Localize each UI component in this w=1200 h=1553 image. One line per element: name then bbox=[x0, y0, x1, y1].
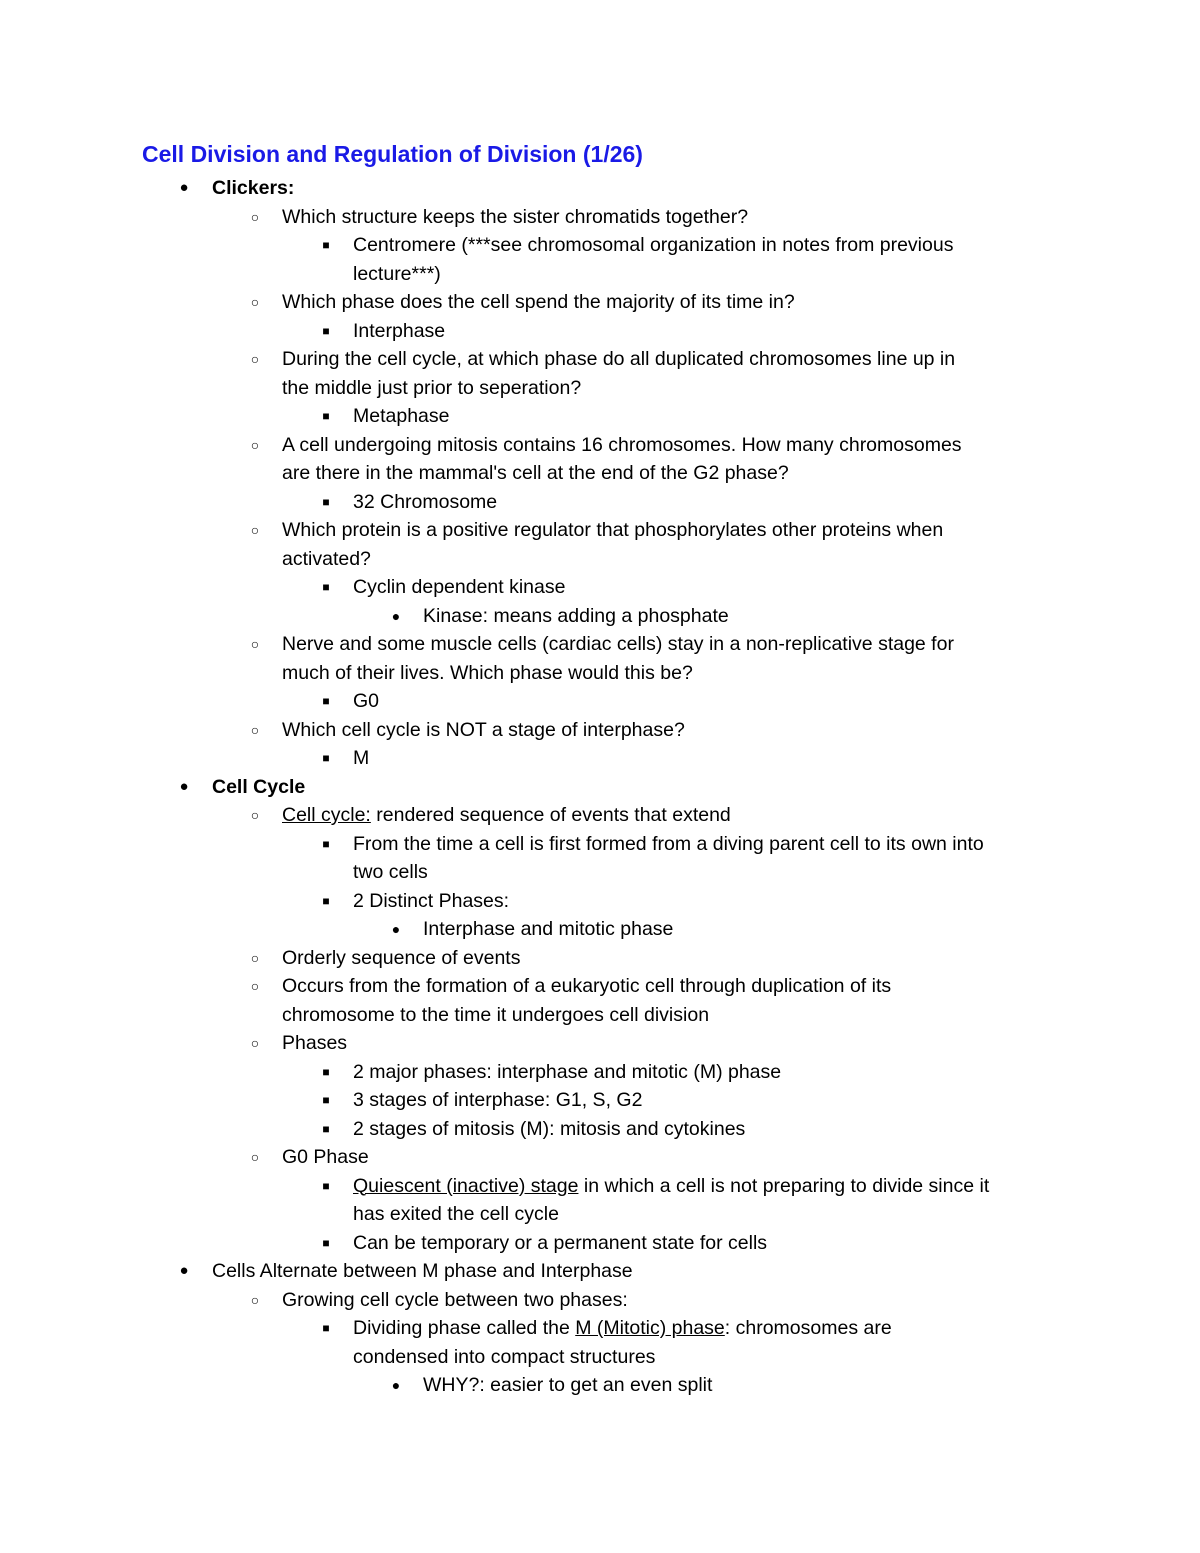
item-text: chromosome to the time it undergoes cell division bbox=[282, 1003, 710, 1026]
item-text-line bbox=[0, 659, 1200, 688]
item-text-line bbox=[0, 345, 1200, 374]
bullet-marker: ■ bbox=[322, 1093, 330, 1107]
item-text-line bbox=[0, 972, 1200, 1001]
item-text-line bbox=[0, 545, 1200, 574]
item-text: 3 stages of interphase: G1, S, G2 bbox=[353, 1089, 643, 1111]
item-text-line bbox=[0, 915, 1200, 944]
bullet-marker: ■ bbox=[322, 1321, 330, 1335]
item-text-line bbox=[0, 231, 1200, 260]
outline-item bbox=[0, 488, 1200, 517]
outline-item bbox=[0, 1371, 1200, 1400]
item-text-line bbox=[0, 374, 1200, 403]
item-text-line bbox=[0, 1115, 1200, 1144]
bullet-marker: ■ bbox=[322, 751, 330, 765]
outline-item bbox=[0, 431, 1200, 488]
item-text-line bbox=[0, 459, 1200, 488]
bullet-marker: ○ bbox=[250, 294, 260, 310]
item-text: 32 Chromosome bbox=[353, 490, 498, 513]
bullet-marker: ■ bbox=[322, 694, 330, 708]
item-text-line bbox=[0, 488, 1200, 517]
item-text-line bbox=[0, 317, 1200, 346]
item-text-line bbox=[0, 630, 1200, 659]
item-text-line bbox=[0, 516, 1200, 545]
outline-item bbox=[0, 1314, 1200, 1371]
outline-item bbox=[0, 915, 1200, 944]
item-text-line bbox=[0, 402, 1200, 431]
bullet-marker: ■ bbox=[322, 836, 330, 851]
bullet-marker: ○ bbox=[250, 1035, 260, 1051]
item-text-line bbox=[0, 858, 1200, 887]
item-text-line bbox=[0, 801, 1200, 830]
item-text: Dividing phase called the bbox=[353, 1317, 576, 1339]
bullet-marker: ○ bbox=[250, 351, 260, 367]
page-title: Cell Division and Regulation of Division (1/26) bbox=[142, 141, 643, 167]
item-text: lecture***) bbox=[353, 262, 441, 285]
item-text: 2 major phases: interphase and mitotic (M) phase bbox=[353, 1060, 782, 1083]
item-text: Cyclin dependent kinase bbox=[353, 576, 566, 598]
item-text-line bbox=[0, 1172, 1200, 1201]
item-text-line bbox=[0, 288, 1200, 317]
bullet-marker: ● bbox=[179, 1262, 189, 1279]
item-text: Which phase does the cell spend the majority of its time in? bbox=[282, 291, 795, 313]
item-text: G0 Phase bbox=[282, 1146, 369, 1168]
outline-item bbox=[0, 1143, 1200, 1172]
item-text-line bbox=[0, 1314, 1200, 1343]
item-text: Phases bbox=[282, 1032, 348, 1054]
item-text-line bbox=[0, 1001, 1200, 1030]
bullet-marker: ○ bbox=[250, 522, 260, 538]
item-text-line bbox=[0, 602, 1200, 631]
item-text: Interphase and mitotic phase bbox=[423, 918, 674, 940]
item-text-line bbox=[0, 203, 1200, 232]
item-text-line bbox=[0, 1058, 1200, 1087]
bullet-marker: ■ bbox=[322, 1121, 330, 1136]
item-text-line bbox=[0, 944, 1200, 973]
item-text: has exited the cell cycle bbox=[353, 1203, 559, 1225]
item-text-line bbox=[0, 887, 1200, 916]
outline-item bbox=[0, 1115, 1200, 1144]
bullet-marker: ● bbox=[179, 777, 189, 795]
item-text-line bbox=[0, 431, 1200, 460]
item-text: A cell undergoing mitosis contains 16 chromosomes. How many chromosomes bbox=[282, 433, 962, 456]
item-text-line bbox=[0, 1286, 1200, 1315]
item-text-line bbox=[0, 1029, 1200, 1058]
bullet-marker: ● bbox=[391, 607, 401, 624]
item-text-line bbox=[0, 830, 1200, 859]
item-text: : chromosomes are bbox=[724, 1317, 892, 1339]
outline-item bbox=[0, 174, 1200, 203]
item-text: rendered sequence of events that extend bbox=[370, 804, 731, 826]
bullet-marker: ■ bbox=[322, 494, 330, 509]
outline-item bbox=[0, 801, 1200, 830]
bullet-marker: ○ bbox=[250, 208, 260, 225]
outline-item bbox=[0, 203, 1200, 232]
outline-item bbox=[0, 1286, 1200, 1315]
item-text: Which protein is a positive regulator that phosphorylates other proteins when bbox=[282, 519, 944, 541]
item-text: Which structure keeps the sister chromatids together? bbox=[282, 205, 749, 228]
bullet-marker: ■ bbox=[322, 1178, 330, 1193]
bullet-marker: ■ bbox=[322, 323, 330, 338]
item-text-line bbox=[0, 716, 1200, 745]
outline-item bbox=[0, 944, 1200, 973]
item-text: the middle just prior to seperation? bbox=[282, 376, 582, 399]
item-text: Nerve and some muscle cells (cardiac cells) stay in a non-replicative stage for bbox=[282, 633, 954, 655]
item-text: are there in the mammal's cell at the end of the G2 phase? bbox=[282, 462, 789, 484]
item-text: Interphase bbox=[353, 319, 446, 342]
outline-item bbox=[0, 744, 1200, 773]
outline-item bbox=[0, 887, 1200, 916]
item-text: Kinase: means adding a phosphate bbox=[423, 604, 729, 627]
item-text-line bbox=[0, 260, 1200, 289]
item-text: During the cell cycle, at which phase do all duplicated chromosomes line up in bbox=[282, 348, 956, 370]
item-text: Which cell cycle is NOT a stage of interphase? bbox=[282, 718, 685, 741]
item-text: Can be temporary or a permanent state for cells bbox=[353, 1231, 768, 1254]
item-text: G0 bbox=[353, 690, 380, 712]
bullet-marker: ■ bbox=[322, 893, 330, 908]
item-text: Cell Cycle bbox=[212, 775, 306, 798]
item-text: activated? bbox=[282, 547, 371, 570]
item-text: Centromere (***see chromosomal organization in notes from previous bbox=[353, 234, 954, 256]
outline-item bbox=[0, 1086, 1200, 1115]
outline-item bbox=[0, 573, 1200, 602]
item-text: Metaphase bbox=[353, 405, 450, 427]
item-text-line bbox=[0, 687, 1200, 716]
outline-item bbox=[0, 317, 1200, 346]
outline-item bbox=[0, 773, 1200, 802]
item-text-line bbox=[0, 1229, 1200, 1258]
outline-item bbox=[0, 516, 1200, 573]
item-text-line bbox=[0, 744, 1200, 773]
underlined-term: M (Mitotic) phase bbox=[575, 1317, 725, 1339]
item-text-line bbox=[0, 1371, 1200, 1400]
item-text: M bbox=[353, 747, 370, 769]
item-text: condensed into compact structures bbox=[353, 1345, 656, 1368]
bullet-marker: ● bbox=[179, 179, 189, 196]
bullet-marker: ○ bbox=[250, 436, 260, 453]
outline-item bbox=[0, 1229, 1200, 1258]
bullet-marker: ○ bbox=[250, 1149, 260, 1165]
outline-item bbox=[0, 830, 1200, 887]
outline-item bbox=[0, 687, 1200, 716]
item-text: Cells Alternate between M phase and Interphase bbox=[212, 1260, 633, 1282]
bullet-marker: ○ bbox=[250, 949, 260, 966]
bullet-marker: ■ bbox=[322, 409, 330, 423]
underlined-term: Cell cycle: bbox=[282, 804, 371, 826]
outline-item bbox=[0, 345, 1200, 402]
item-text-line bbox=[0, 1343, 1200, 1372]
item-text: Clickers: bbox=[212, 177, 295, 199]
bullet-marker: ● bbox=[391, 1377, 401, 1393]
item-text-line bbox=[0, 1086, 1200, 1115]
outline-item bbox=[0, 231, 1200, 288]
item-text-line bbox=[0, 1143, 1200, 1172]
outline-item bbox=[0, 602, 1200, 631]
outline-list bbox=[0, 174, 1200, 1400]
item-text: Orderly sequence of events bbox=[282, 946, 521, 969]
bullet-marker: ■ bbox=[322, 1235, 330, 1250]
outline-item bbox=[0, 716, 1200, 745]
bullet-marker: ○ bbox=[250, 721, 260, 738]
bullet-marker: ■ bbox=[322, 238, 330, 252]
bullet-marker: ○ bbox=[250, 1291, 260, 1308]
item-text: two cells bbox=[353, 861, 428, 883]
item-text-line bbox=[0, 573, 1200, 602]
item-text: From the time a cell is first formed from a diving parent cell to its own into bbox=[353, 832, 984, 855]
outline-item bbox=[0, 288, 1200, 317]
item-text: in which a cell is not preparing to divide since it bbox=[578, 1174, 990, 1197]
item-text: 2 stages of mitosis (M): mitosis and cytokines bbox=[353, 1117, 746, 1140]
item-text-line bbox=[0, 1200, 1200, 1229]
outline-item bbox=[0, 1058, 1200, 1087]
item-text: Occurs from the formation of a eukaryotic cell through duplication of its bbox=[282, 975, 892, 997]
item-text: Growing cell cycle between two phases: bbox=[282, 1288, 628, 1311]
item-text: 2 Distinct Phases: bbox=[353, 889, 510, 912]
outline-item bbox=[0, 1257, 1200, 1286]
outline-item bbox=[0, 972, 1200, 1029]
outline-item bbox=[0, 402, 1200, 431]
item-text: much of their lives. Which phase would this be? bbox=[282, 661, 693, 684]
bullet-marker: ■ bbox=[322, 1064, 330, 1079]
bullet-marker: ○ bbox=[250, 807, 260, 823]
outline-item bbox=[0, 1029, 1200, 1058]
bullet-marker: ● bbox=[391, 921, 401, 937]
bullet-marker: ○ bbox=[250, 978, 260, 994]
item-text: WHY?: easier to get an even split bbox=[423, 1374, 713, 1396]
bullet-marker: ○ bbox=[250, 636, 260, 652]
outline-item bbox=[0, 630, 1200, 687]
underlined-term: Quiescent (inactive) stage bbox=[353, 1174, 579, 1197]
bullet-marker: ■ bbox=[322, 580, 330, 594]
outline-item bbox=[0, 1172, 1200, 1229]
